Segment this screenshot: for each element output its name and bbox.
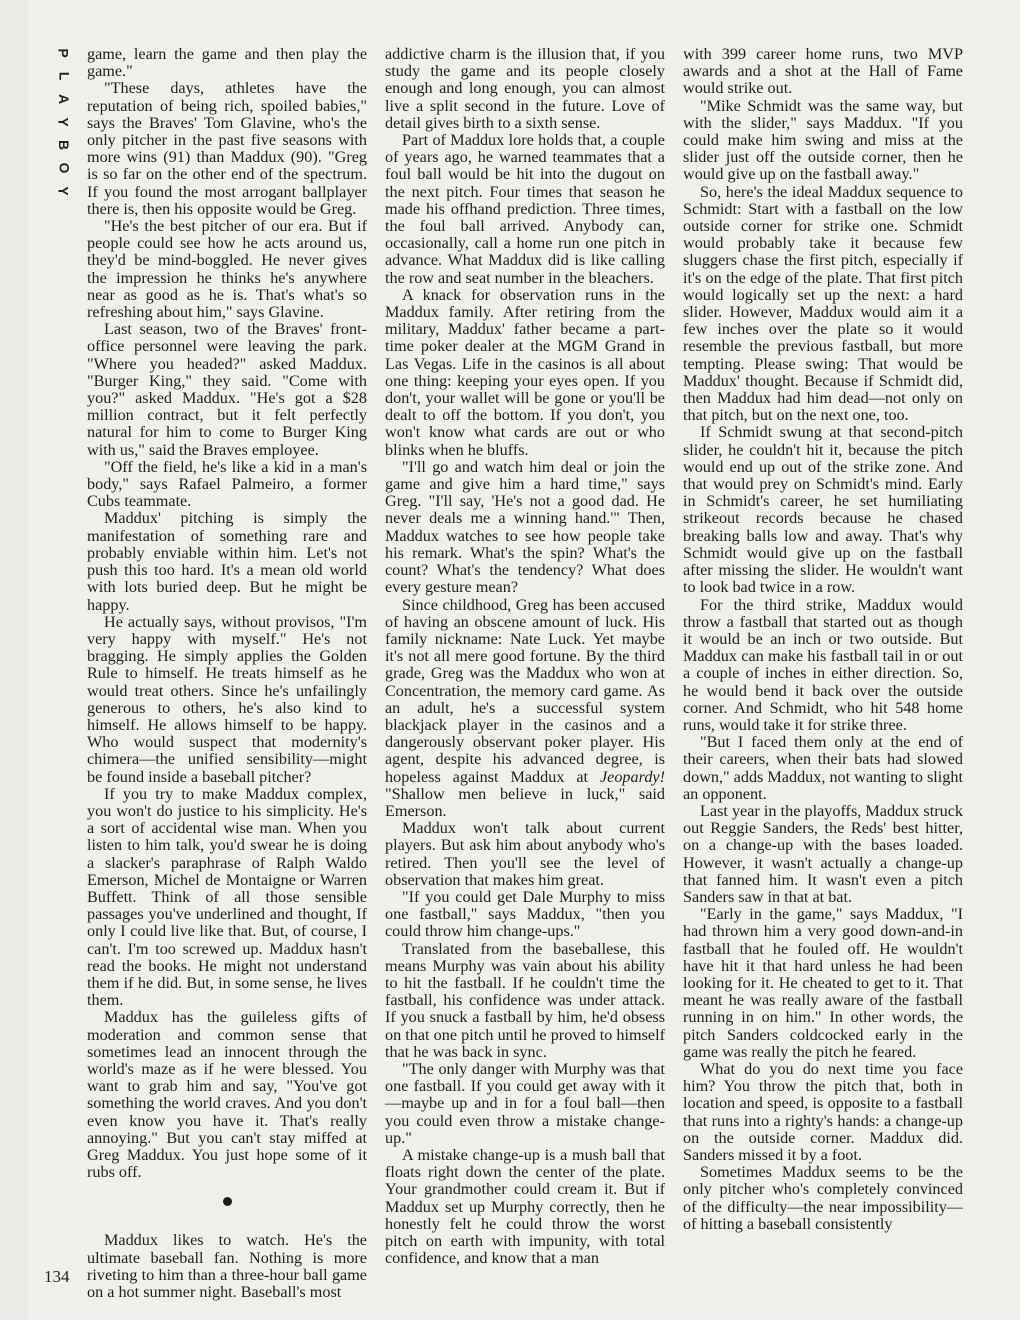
paragraph: "Early in the game," says Maddux, "I had thrown him a very good down-and-in fastball that he fouled off. He wouldn't have hit it that hard unless he had been looking for it. He cheated to get to it. That meant he was really aware of the fastball running in on him." In other words, the pitch Sanders coldcocked early in the game was really the pitch he feared.	[683, 905, 963, 1061]
logo-letter: P	[56, 48, 72, 58]
paragraph	[385, 597, 665, 821]
paragraph: What do you do next time you face him? You throw the pitch that, both in location and speed, is opposite to a fastball that runs into a righty's hands: a change-up on the outside corner. Maddux did. Sanders missed it by a foot.	[683, 1059, 963, 1164]
page-number: 134	[44, 1267, 70, 1286]
paragraph: Part of Maddux lore holds that, a couple of years ago, he warned teammates that a foul ball would be hit into the dugout on the next pitch. Four times that season he made his offhand prediction. Three times, the foul ball arrived. Anybody can, occasionally, call a home run one pitch in advance. What Maddux did is like calling the row and seat number in the bleachers.	[385, 131, 665, 287]
paragraph: "I'll go and watch him deal or join the game and give him a hard time," says Greg. "I'll say, 'He's not a good dad. He never deals me a winning hand.'" Then, Maddux watches to see how people take his remark. What's the spin? What's the count? What's the tendency? What does every gesture mean?	[385, 457, 665, 597]
paragraph: "If you could get Dale Murphy to miss one fastball," says Maddux, "then you could throw him change-ups."	[385, 887, 665, 941]
paragraph: Sometimes Maddux seems to be the only pitcher who's completely convinced of the difficulty—the near impossibility—of hitting a baseball consistently	[683, 1163, 963, 1233]
playboy-sidebar-logo	[54, 46, 74, 198]
paragraph: "Off the field, he's like a kid in a man's body," says Rafael Palmeiro, a former Cubs teammate.	[87, 457, 367, 511]
logo-letter: B	[56, 139, 72, 151]
paragraph: Last season, two of the Braves' front-office personnel were leaving the park. "Where you headed?" asked Maddux. "Burger King," they said. "Come with you?" asked Maddux. "He's got a $28 million contract, but it felt perfectly natural for him to come to Burger King with us," said the Braves employee.	[87, 320, 367, 459]
paragraph: "The only danger with Murphy was that one fastball. If you could get away with it—maybe up and in for a foul ball—then you could even throw a mistake change-up."	[385, 1059, 665, 1147]
paragraph: "These days, athletes have the reputation of being rich, spoiled babies," says the Braves' Tom Glavine, who's the only pitcher in the past five seasons with more wins (91) than Maddux (90). "Greg is so far on the other end of the spectrum. If you found the most arrogant ballplayer there is, then his opposite would be Greg.	[87, 79, 367, 218]
paragraph: game, learn the game and then play the game."	[87, 45, 367, 81]
paragraph: So, here's the ideal Maddux sequence to Schmidt: Start with a fastball on the low outside corner for strike one. Schmidt would probably take it because few sluggers chase the first pitch, especially if it's on the edge of the plate. That first pitch would logically set up the next: a hard slider. However, Maddux would aim it a few inches over the plate so it would resemble the previous fastball, but more tempting. Please swing: That would be Maddux' thought. Because if Schmidt did, then Maddux had him dead—not only on that pitch, but on the next one, too.	[683, 182, 963, 425]
paragraph: "Mike Schmidt was the same way, but with the slider," says Maddux. "If you could make him swing and miss at the slider just off the outside corner, then he would give up on the fastball away."	[683, 96, 963, 184]
logo-letter: Y	[56, 186, 72, 196]
paragraph: "But I faced them only at the end of their careers, when their bats had slowed down," adds Maddux, not wanting to slight an opponent.	[683, 733, 963, 803]
paragraph: A mistake change-up is a mush ball that floats right down the center of the plate. Your grandmother could cream it. But if Maddux set up Murphy correctly, then he honestly felt he could throw the worst pitch on earth with impunity, with total confidence, and know that a man	[385, 1146, 665, 1268]
section-break-bullet	[223, 1197, 232, 1206]
paragraph-text: Since childhood, Greg has been accused of having an obscene amount of luck. His family nickname: Nate Luck. Yet maybe it's not all mere good fortune. By the third grade, Greg was the Maddux who won at Concentration, the memory card game. As an adult, he's a successful system blackjack player in the casinos and a dangerously observant poker player. His agent, despite his advanced degree, is hopeless against Maddux at	[385, 595, 665, 786]
paragraph: For the third strike, Maddux would throw a fastball that started out as though it would be an inch or two outside. But Maddux can make his fastball tail in or out a couple of inches in either direction. So, he would bend it back over the outside corner. And Schmidt, who hit 548 home runs, would take it for strike three.	[683, 595, 963, 734]
paragraph: If you try to make Maddux complex, you won't do justice to his simplicity. He's a sort of accidental wise man. When you listen to him talk, you'd swear he is doing a slacker's paraphrase of Ralph Waldo Emerson, Michel de Montaigne or Warren Buffett. Think of all those sensible passages you've underlined and thought, If only I could live like that. But, of course, I can't. I'm too screwed up. Maddux hasn't read the books. He might not understand them if he did. But, in some sense, he lives them.	[87, 784, 367, 1010]
logo-letter: A	[56, 93, 72, 105]
logo-letter: O	[55, 162, 72, 174]
logo-letter: Y	[56, 117, 72, 127]
paragraph: Maddux' pitching is simply the manifestation of something rare and probably enviable within him. Let's not push this too hard. It's a mean old world with lots buried deep. But he might be happy.	[87, 509, 367, 614]
paragraph: Last year in the playoffs, Maddux struck out Reggie Sanders, the Reds' best hitter, on a change-up with the bases loaded. However, it wasn't actually a change-up that fanned him. It wasn't even a pitch Sanders saw in that at bat.	[683, 801, 963, 906]
paragraph: Maddux has the guileless gifts of moderation and common sense that sometimes lead an innocent through the world's maze as if he were blessed. You want to grab him and say, "You've got something the world craves. And you don't even know you have it. That's really annoying." But you can't stay miffed at Greg Maddux. You just hope some of it rubs off.	[87, 1008, 367, 1182]
paragraph: with 399 career home runs, two MVP awards and a shot at the Hall of Fame would strike out.	[683, 45, 963, 98]
paragraph: Maddux won't talk about current players. But ask him about anybody who's retired. Then you'll see the level of observation that makes him great.	[385, 819, 665, 889]
paragraph: A knack for observation runs in the Maddux family. After retiring from the military, Maddux' father became a part-time poker dealer at the MGM Grand in Las Vegas. Life in the casinos is all about one thing: keeping your eyes open. If you don't, your wallet will be gone or you'll be dealt to off the bottom. If you don't, you won't know what cards are out or who blinks when he bluffs.	[385, 285, 665, 459]
paragraph: If Schmidt swung at that second-pitch slider, he couldn't hit it, because the pitch would end up out of the strike zone. And that would prey on Schmidt's mind. Early in Schmidt's career, he set humiliating strikeout records because he chased breaking balls low and away. That's why Schmidt would give up on the fastball after missing the slider. He wouldn't want to look bad twice in a row.	[683, 423, 963, 597]
paragraph: Translated from the baseballese, this means Murphy was vain about his ability to hit the fastball. If he couldn't time the fastball, his confidence was under attack. If you snuck a fastball by him, he'd obsess on that one pitch until he proved to himself that he was back in sync.	[385, 939, 665, 1061]
paragraph: Maddux likes to watch. He's the ultimate baseball fan. Nothing is more riveting to him than a three-hour ball game on a hot summer night. Baseball's most	[87, 1231, 367, 1302]
article-column-2	[385, 46, 665, 1267]
paragraph: addictive charm is the illusion that, if you study the game and its people closely enough and long enough, you can almost live a split second in the future. Love of detail gives birth to a sixth sense.	[385, 45, 665, 132]
emphasis: Jeopardy!	[599, 767, 665, 786]
paragraph: "He's the best pitcher of our era. But if people could see how he acts around us, they'd be mind-boggled. He never gives the impression he thinks he's anywhere near as good as he is. That's what's so refreshing about him," says Glavine.	[87, 217, 367, 322]
article-column-1	[87, 46, 367, 1301]
logo-letter: L	[56, 71, 72, 81]
paragraph-text: "Shallow men believe in luck," said Emerson.	[385, 784, 665, 820]
article-column-3	[683, 46, 963, 1233]
paragraph: He actually says, without provisos, "I'm very happy with myself." He's not bragging. He simply applies the Golden Rule to himself. He treats himself as he would treat others. Since he's unfailingly generous to others, he's also kind to himself. He allows himself to be happy. Who would suspect that modernity's chimera—the unified sensibility—might be found inside a baseball pitcher?	[87, 612, 367, 786]
